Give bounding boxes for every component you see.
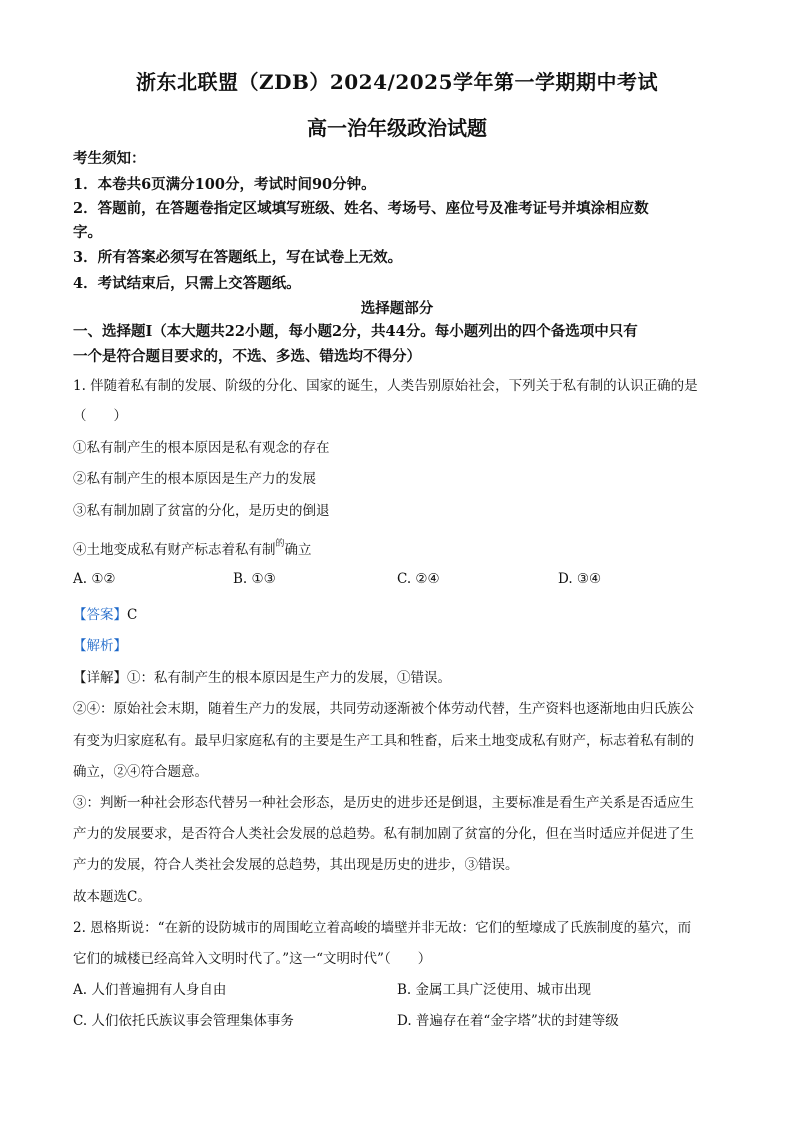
section-instruction: 一个是符合题目要求的，不选、多选、错选均不得分） [73,348,421,365]
question-1-option-c: C. ②④ [397,571,440,587]
detail-line: 确立，②④符合题意。 [73,764,208,780]
statement-4-text-end: 确立 [284,542,312,558]
analysis-tag: 【解析】 [73,638,127,654]
analysis-line [73,634,127,654]
exam-subtitle: 高一治年级政治试题 [307,116,487,140]
detail-line: ③：判断一种社会形态代替另一种社会形态，是历史的进步还是倒退，主要标准是看生产关系是否适应生 [73,795,694,811]
question-1-statement: ③私有制加剧了贫富的分化，是历史的倒退 [73,503,330,519]
notice-item: 1．本卷共6页满分100分，考试时间90分钟。 [73,176,376,193]
question-1-statement: ②私有制产生的根本原因是生产力的发展 [73,471,316,487]
notice-item: 3．所有答案必须写在答题纸上，写在试卷上无效。 [73,249,403,266]
detail-line: 产力的发展要求，是否符合人类社会发展的总趋势。私有制加剧了贫富的分化，但在当时适应并促进了生 [73,826,694,842]
question-1-paren: （ ） [73,408,127,424]
detail-text: ①：私有制产生的根本原因是生产力的发展，①错误。 [127,670,451,686]
notice-item: 字。 [73,224,102,241]
detail-tag: 【详解】 [73,670,127,686]
detail-line: 故本题选C。 [73,889,151,905]
detail-line [73,666,451,686]
question-1-option-a: A. ①② [73,571,116,587]
notice-item: 4．考试结束后，只需上交答题纸。 [73,275,301,292]
notice-heading: 考生须知： [73,150,146,167]
statement-4-mark: 的 [275,538,285,549]
statement-4-text: ④土地变成私有财产标志着私有制 [73,542,276,558]
question-2-stem: 它们的城楼已经高耸入文明时代了。”这一“文明时代”（ ） [73,951,432,967]
section-instruction: 一、选择题Ⅰ（本大题共22小题，每小题2分，共44分。每小题列出的四个备选项中只有 [73,323,638,340]
question-1-stem: 1. 伴随着私有制的发展、阶级的分化、国家的诞生，人类告别原始社会，下列关于私有制的认识正确的是 [73,378,698,394]
answer-line [73,603,137,623]
question-2-stem: 2. 恩格斯说：“在新的设防城市的周围屹立着高峻的墙壁并非无故：它们的堑壕成了氏族制度的墓穴，而 [73,920,692,936]
answer-value: C [127,607,138,623]
question-2-option-a: A. 人们普遍拥有人身自由 [73,982,227,998]
detail-line: 有变为归家庭私有。最早归家庭私有的主要是生产工具和牲畜，后来土地变成私有财产，标志着私有制的 [73,733,694,749]
question-1-option-d: D. ③④ [558,571,602,587]
section-title: 选择题部分 [360,300,434,317]
exam-title: 浙东北联盟（ZDB）2024/2025学年第一学期期中考试 [136,70,658,94]
question-1-statement [73,538,312,558]
question-2-option-d: D. 普遍存在着“金字塔”状的封建等级 [397,1013,619,1029]
question-1-statement: ①私有制产生的根本原因是私有观念的存在 [73,440,330,456]
question-2-option-b: B. 金属工具广泛使用、城市出现 [397,982,592,998]
notice-item: 2．答题前，在答题卷指定区域填写班级、姓名、考场号、座位号及准考证号并填涂相应数 [73,200,649,217]
question-1-option-b: B. ①③ [233,571,276,587]
question-2-option-c: C. 人们依托氏族议事会管理集体事务 [73,1013,294,1029]
answer-tag: 【答案】 [73,607,127,623]
detail-line: 产力的发展，符合人类社会发展的总趋势，其出现是历史的进步，③错误。 [73,857,519,873]
detail-line: ②④：原始社会末期，随着生产力的发展，共同劳动逐渐被个体劳动代替，生产资料也逐渐地由归氏族公 [73,701,694,717]
